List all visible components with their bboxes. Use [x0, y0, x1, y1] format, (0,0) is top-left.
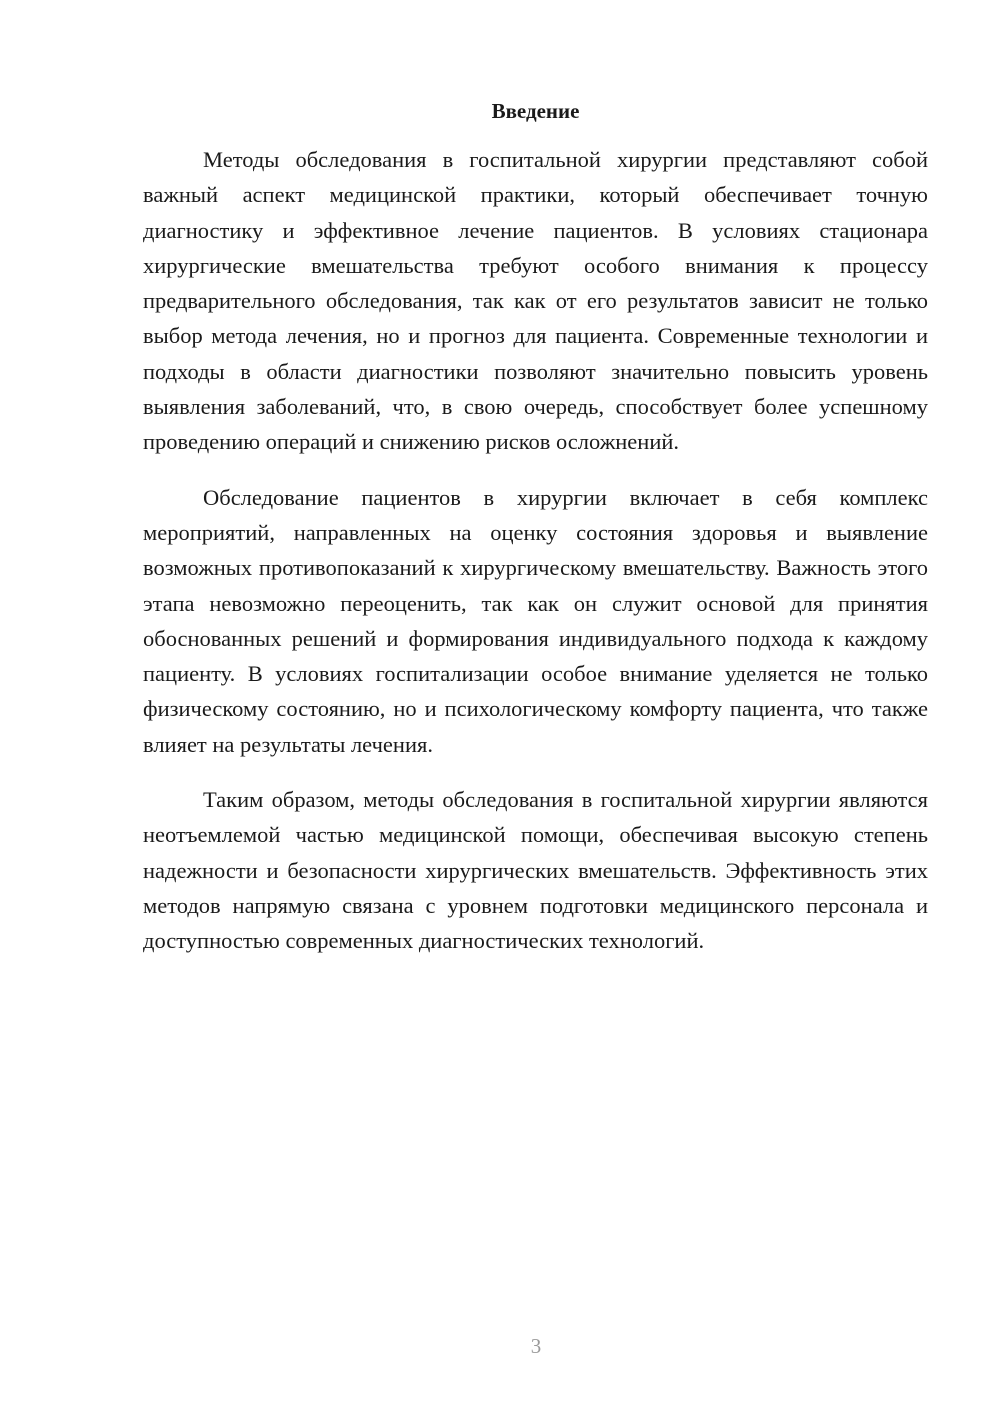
page-number: 3 — [530, 1334, 542, 1358]
body-text — [143, 142, 928, 979]
paragraph-1: Методы обследования в госпитальной хирургии представляют собой важный аспект медицинской практики, который обеспечивает точную диагностику и эффективное лечение пациентов. В условиях стационара хирургические вмешательства требуют особого внимания к процессу предварительного обследования, так как от его результатов зависит не только выбор метода лечения, но и прогноз для пациента. Современные технологии и подходы в области диагностики позволяют значительно повысить уровень выявления заболеваний, что, в свою очередь, способствует более успешному проведению операций и снижению рисков осложнений. — [143, 147, 928, 455]
paragraph-2: Обследование пациентов в хирургии включает в себя комплекс мероприятий, направленных на оценку состояния здоровья и выявление возможных противопоказаний к хирургическому вмешательству. Важность этого этапа невозможно переоценить, так как он служит основой для принятия обоснованных решений и формирования индивидуального подхода к каждому пациенту. В условиях госпитализации особое внимание уделяется не только физическому состоянию, но и психологическому комфорту пациента, что также влияет на результаты лечения. — [143, 484, 928, 757]
paragraph-3: Таким образом, методы обследования в госпитальной хирургии являются неотъемлемой частью медицинской помощи, обеспечивая высокую степень надежности и безопасности хирургических вмешательств. Эффективность этих методов напрямую связана с уровнем подготовки медицинского персонала и доступностью современных диагностических технологий. — [143, 787, 928, 954]
section-title: Введение — [491, 99, 580, 123]
